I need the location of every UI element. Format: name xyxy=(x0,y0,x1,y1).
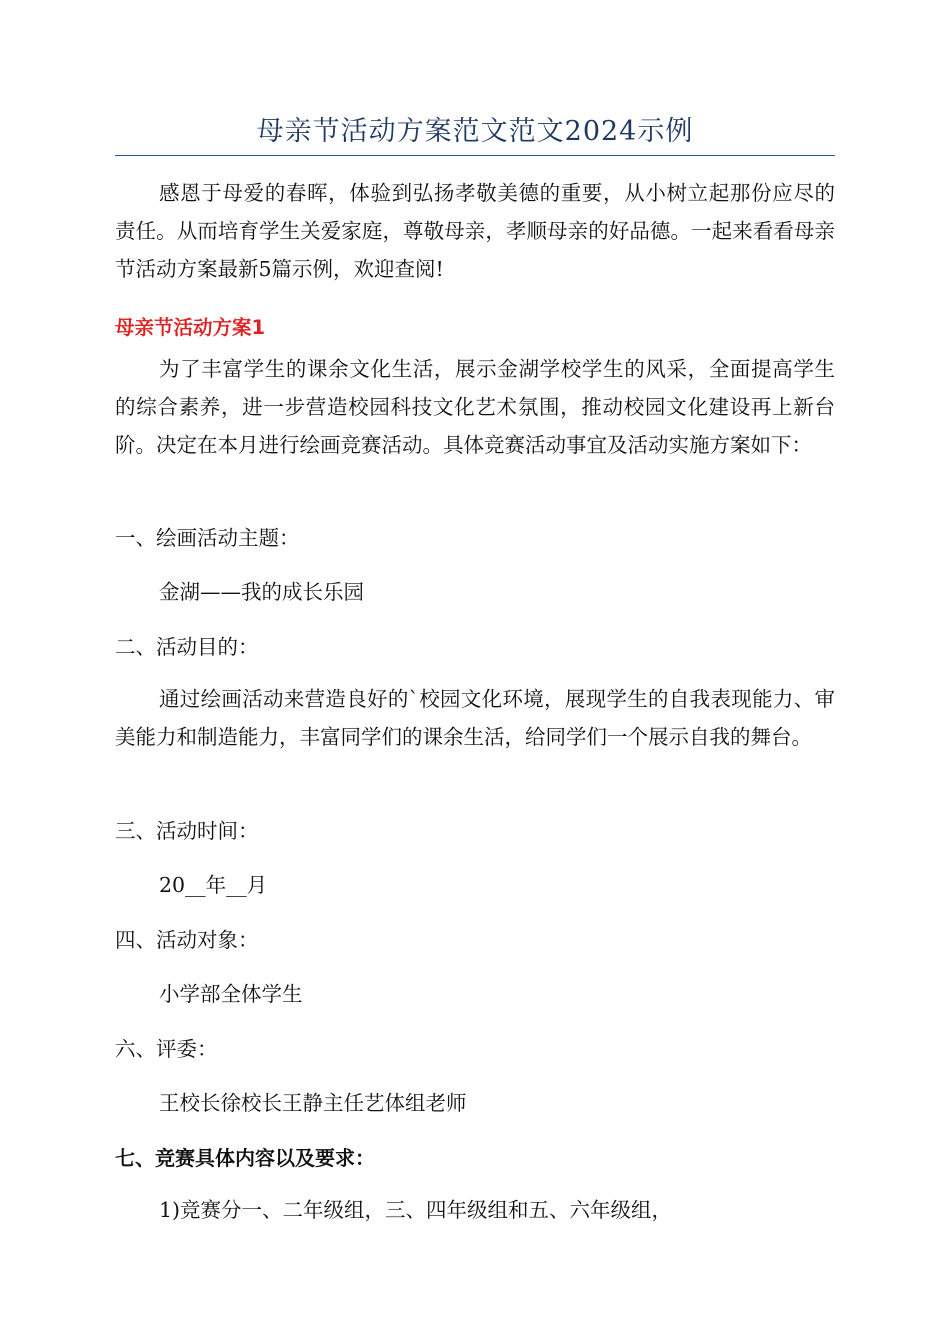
document-title: 母亲节活动方案范文范文2024示例 xyxy=(256,116,694,147)
item4-text: 小学部全体学生 xyxy=(159,982,303,1006)
section-heading-1: 母亲节活动方案1 xyxy=(115,316,266,339)
intro-paragraph: 感恩于母爱的春晖，体验到弘扬孝敬美德的重要，从小树立起那份应尽的责任。从而培育学生关爱家庭，尊敬母亲，孝顺母亲的好品德。一起来看看母亲节活动方案最新5篇示例，欢迎查阅! xyxy=(115,181,835,281)
item4-heading: 四、活动对象： xyxy=(115,928,259,952)
item3-heading: 三、活动时间： xyxy=(115,819,259,843)
section1-paragraph: 为了丰富学生的课余文化生活，展示金湖学校学生的风采，全面提高学生的综合素养，进一步营造校园科技文化艺术氛围，推动校园文化建设再上新台阶。决定在本月进行绘画竞赛活动。具体竞赛活动事宜及活动实施方案如下： xyxy=(115,357,835,457)
title-underline xyxy=(115,155,835,156)
item6-text: 王校长徐校长王静主任艺体组老师 xyxy=(159,1091,467,1115)
item1-text: 金湖——我的成长乐园 xyxy=(159,580,364,604)
item2-text: 通过绘画活动来营造良好的`校园文化环境，展现学生的自我表现能力、审美能力和制造能力，丰富同学们的课余生活，给同学们一个展示自我的舞台。 xyxy=(115,687,835,749)
item3-text: 20__年__月 xyxy=(159,873,268,897)
item1-heading: 一、绘画活动主题： xyxy=(115,526,300,550)
item6-heading: 六、评委： xyxy=(115,1037,218,1061)
item7-text: 1)竞赛分一、二年级组，三、四年级组和五、六年级组， xyxy=(159,1198,673,1222)
item2-heading: 二、活动目的： xyxy=(115,635,259,659)
item7-heading: 七、竞赛具体内容以及要求： xyxy=(115,1146,375,1170)
